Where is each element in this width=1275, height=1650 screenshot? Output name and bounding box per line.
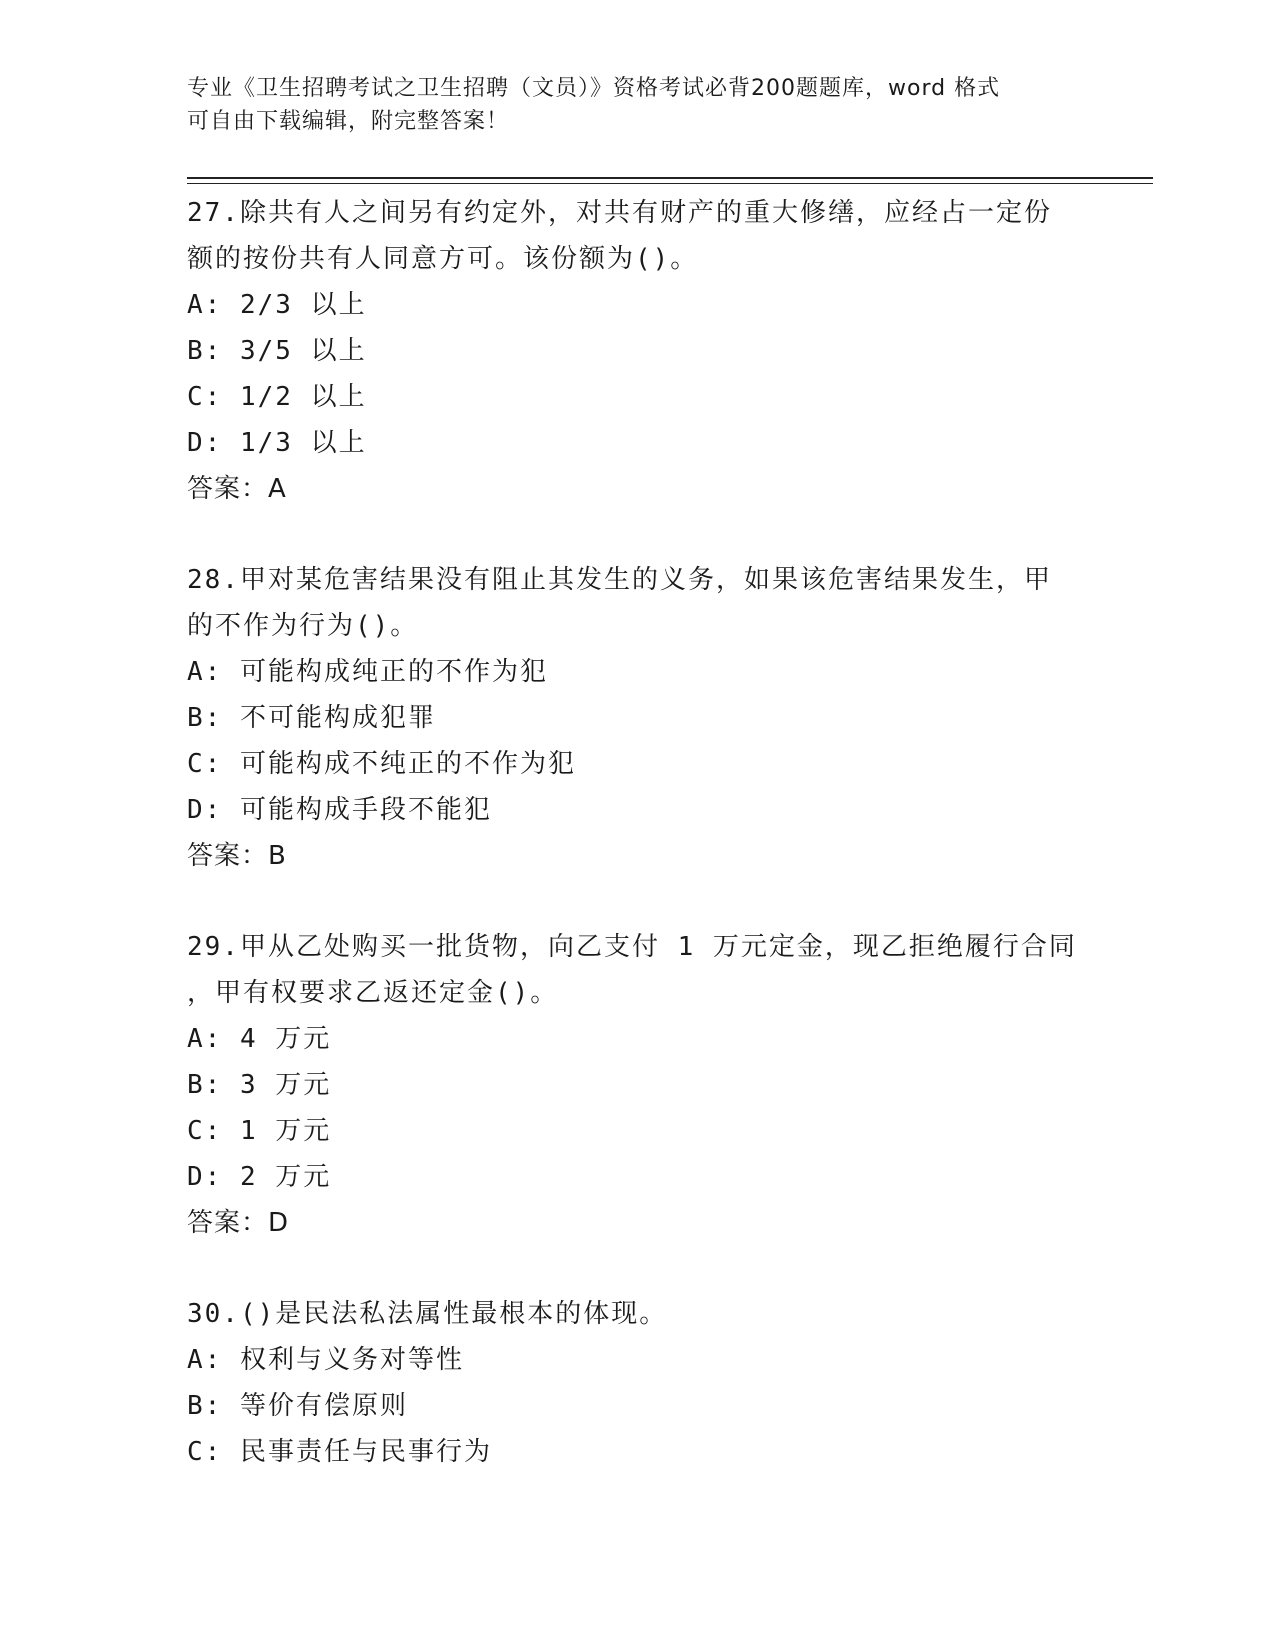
- question-stem: [187, 1291, 1087, 1337]
- option-b: B: 不可能构成犯罪: [187, 703, 436, 733]
- question-stem-line: ，甲有权要求乙返还定金()。: [187, 978, 559, 1008]
- option-d: D: 2 万元: [187, 1162, 332, 1192]
- answer-label: 答案：B: [187, 841, 287, 871]
- question-list: [187, 190, 1087, 1475]
- header-line-2: 可自由下载编辑，附完整答案！: [187, 109, 510, 134]
- option-a: A: 4 万元: [187, 1024, 332, 1054]
- option-d: D: 1/3 以上: [187, 428, 367, 458]
- question-stem-line: 28.甲对某危害结果没有阻止其发生的义务，如果该危害结果发生，甲: [187, 565, 1052, 595]
- question-28: [187, 557, 1087, 879]
- question-27: [187, 190, 1087, 512]
- question-30: [187, 1291, 1087, 1475]
- option-b: B: 等价有偿原则: [187, 1391, 408, 1421]
- option-a: A: 权利与义务对等性: [187, 1345, 464, 1375]
- option-c: C: 1/2 以上: [187, 382, 367, 412]
- option-b: B: 3 万元: [187, 1070, 332, 1100]
- option-c: C: 1 万元: [187, 1116, 332, 1146]
- question-stem-line: 额的按份共有人同意方可。该份额为()。: [187, 244, 699, 274]
- question-29: [187, 924, 1087, 1246]
- answer-label: 答案：A: [187, 474, 287, 504]
- header-divider-thick: [187, 177, 1153, 179]
- question-stem-line: 27.除共有人之间另有约定外，对共有财产的重大修缮，应经占一定份: [187, 198, 1052, 228]
- header-line-1: 专业《卫生招聘考试之卫生招聘（文员）》资格考试必背200题题库，word 格式: [187, 76, 1001, 101]
- question-stem-line: 30.()是民法私法属性最根本的体现。: [187, 1299, 668, 1329]
- question-stem-line: 的不作为行为()。: [187, 611, 419, 641]
- option-c: C: 可能构成不纯正的不作为犯: [187, 749, 576, 779]
- answer-label: 答案：D: [187, 1208, 290, 1238]
- option-b: B: 3/5 以上: [187, 336, 367, 366]
- document-header: [187, 72, 1067, 138]
- question-stem: [187, 190, 1087, 282]
- question-stem: [187, 924, 1087, 1016]
- option-a: A: 2/3 以上: [187, 290, 367, 320]
- option-d: D: 可能构成手段不能犯: [187, 795, 492, 825]
- header-divider-thin: [187, 183, 1153, 184]
- option-a: A: 可能构成纯正的不作为犯: [187, 657, 548, 687]
- question-stem: [187, 557, 1087, 649]
- question-stem-line: 29.甲从乙处购买一批货物，向乙支付 1 万元定金，现乙拒绝履行合同: [187, 932, 1077, 962]
- option-c: C: 民事责任与民事行为: [187, 1437, 492, 1467]
